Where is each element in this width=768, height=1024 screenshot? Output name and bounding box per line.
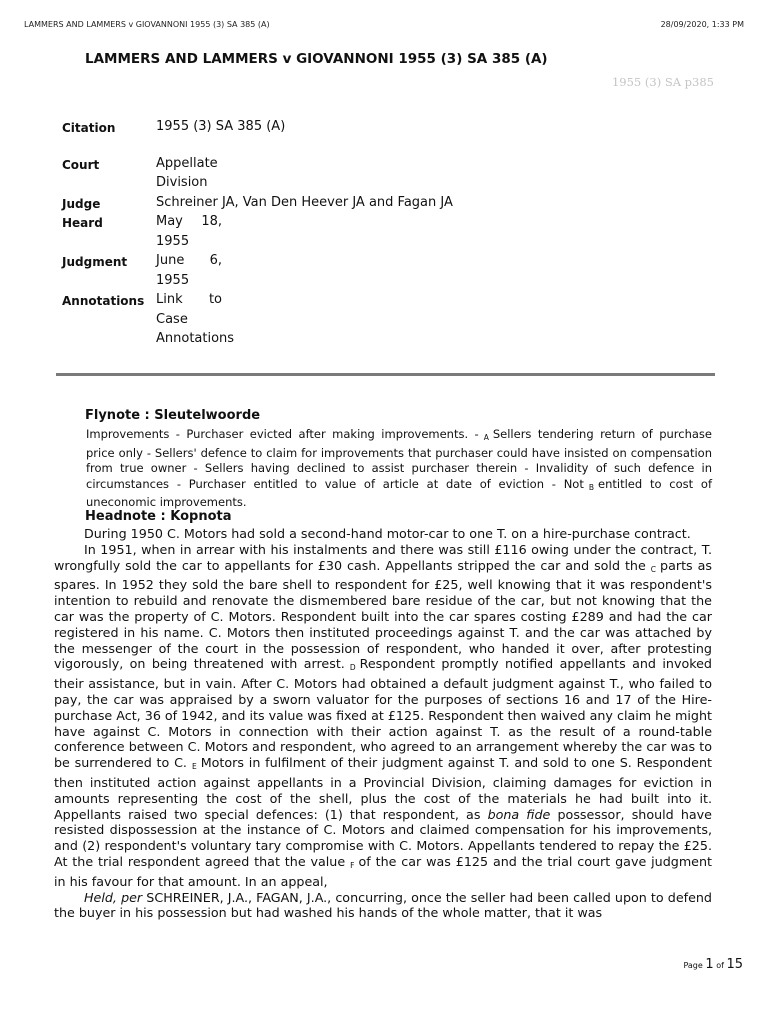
headnote-text-part: SCHREINER, J.A., FAGAN, J.A., concurring, once the seller had been called upon to defend the buyer in his possession but had washed his hands of the whole matter, that it was [54, 889, 712, 921]
headnote-text-part: possessor, should have resisted dispossession at the instance of C. Motors and claimed compensation for his improvements, and (2) respondent's voluntary tary compromise with C. Motors. Appellants tendered to repay the £25. At the trial respondent agreed that the value [54, 806, 712, 869]
print-header [24, 20, 744, 29]
margin-marker-e: E [191, 762, 197, 772]
headnote-text-part: Respondent promptly notified appellants and invoked their assistance, but in vain. After C. Motors had obtained a default judgment against T., who failed to pay, the car was appraised by a sworn valuator for the purposes of sections 16 and 17 of the Hire-purchase Act, 36 of 1942, and its value was fixed at £125. Respondent then waived any claim he might have against C. Motors in connection with their action against T. as the result of a round-table conference between C. Motors and respondent, who agreed to an arrangement whereby the car was to be surrendered to C. [54, 656, 712, 771]
page-reference: 1955 (3) SA p385 [611, 75, 714, 89]
headnote-text-part: of the car was £125 and the trial court gave judgment in his favour for that amount. In an appeal, [54, 853, 712, 889]
citation-value: 1955 (3) SA 385 (A) [156, 119, 286, 134]
meta-row-citation [62, 117, 482, 137]
margin-marker-c: C [650, 564, 657, 574]
of-word: of [716, 961, 724, 970]
court-label: Court [62, 157, 100, 172]
headnote-text-part: In 1951, when in arrear with his instalments and there was still £116 owing under the contract, T. wrongfully sold the car to appellants for £30 cash. Appellants stripped the car and sold the [54, 541, 712, 573]
margin-marker-d: D [349, 663, 356, 673]
judgment-label: Judgment [62, 255, 128, 269]
judge-label: Judge [62, 196, 101, 211]
headnote-paragraph-2 [54, 542, 712, 890]
case-metadata-table [62, 117, 482, 349]
flynote-text-part: Sellers tendering return of purchase price only - Sellers' defence to claim for improvements that purchaser could have insisted on compensation from true owner - Sellers having declined to assist purchaser therein - Invalidity of such defence in circumstances - Purchaser entitled to value of article at date of eviction - Not [86, 427, 712, 491]
headnote-paragraph-1: During 1950 C. Motors had sold a second-hand motor-car to one T. on a hire-purchase contract. [84, 526, 691, 541]
heard-label: Heard [62, 216, 103, 230]
case-title: LAMMERS AND LAMMERS v GIOVANNONI 1955 (3) SA 385 (A) [85, 51, 548, 67]
citation-label: Citation [62, 121, 116, 135]
judge-value: Schreiner JA, Van Den Heever JA and Fagan JA [156, 194, 453, 210]
print-header-title: LAMMERS AND LAMMERS v GIOVANNONI 1955 (3) SA 385 (A) [24, 20, 270, 29]
judgment-value: June 6, 1955 [156, 253, 222, 288]
section-divider [56, 373, 715, 376]
flynote-text-part: entitled to cost of uneconomic improvements. [86, 476, 712, 509]
headnote-body [54, 526, 712, 921]
headnote-heading: Headnote : Kopnota [85, 509, 232, 524]
meta-row-court [62, 154, 482, 193]
page-number: 1 [705, 957, 714, 972]
page-word: Page [683, 961, 703, 970]
headnote-italic-term: Held, per [84, 889, 143, 905]
heard-value: May 18, 1955 [156, 214, 222, 249]
annotations-link[interactable]: Link to Case Annotations [156, 292, 235, 346]
page-footer [683, 957, 743, 972]
margin-marker-b: B [588, 482, 595, 492]
meta-row-judge [62, 193, 482, 213]
court-value: Appellate Division [156, 155, 218, 190]
headnote-paragraph-3 [54, 890, 712, 922]
total-pages: 15 [726, 957, 743, 972]
annotations-label: Annotations [62, 294, 145, 308]
flynote-text-part: Improvements - Purchaser evicted after making improvements. - [86, 427, 479, 441]
headnote-text-part: Motors in fulfilment of their judgment against T. and sold to one S. Respondent then instituted action against appellants in a Provincial Division, claiming damages for eviction in amounts representing the cost of the shell, plus the cost of the materials he had built into it. Appellants raised two special defences: (1) that respondent, as [54, 755, 712, 822]
margin-marker-a: A [483, 433, 489, 442]
headnote-text-part: parts as spares. In 1952 they sold the bare shell to respondent for £25, well knowing that it was respondent's intention to rebuild and renovate the dismembered bare residue of the car, but not knowing that the car was the property of C. Motors. Respondent built into the car spares costing £289 and had the car registered in his name. C. Motors then instituted proceedings against T. and the car was attached by the messenger of the court in the possession of respondent, who handed it over, after protesting vigorously, on being threatened with arrest. [54, 557, 712, 672]
meta-row-annotations [62, 290, 482, 349]
flynote-heading: Flynote : Sleutelwoorde [85, 408, 261, 423]
meta-row-judgment [62, 251, 482, 290]
meta-row-heard [62, 212, 482, 251]
margin-marker-f: F [350, 860, 355, 870]
flynote-text [86, 427, 712, 511]
headnote-italic-term: bona fide [487, 806, 551, 822]
print-header-datetime: 28/09/2020, 1:33 PM [660, 20, 744, 29]
